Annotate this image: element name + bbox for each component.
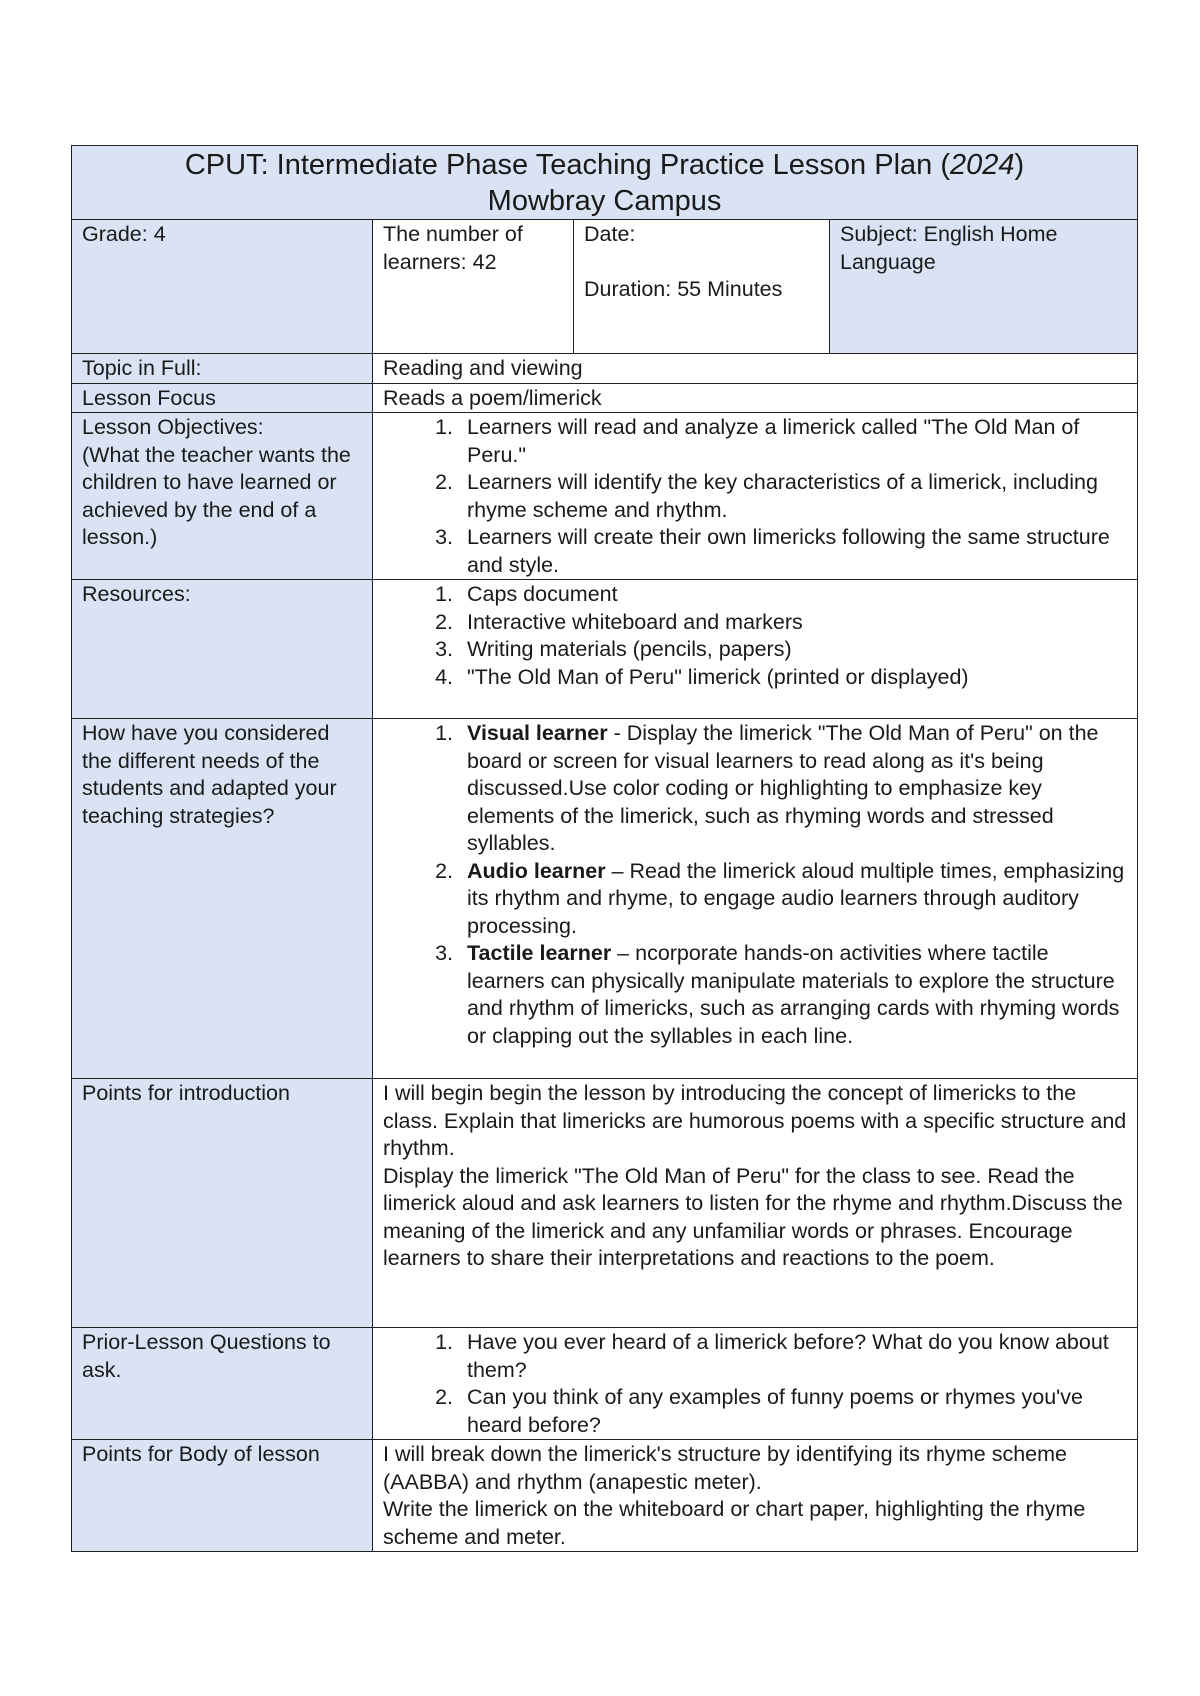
body-paragraph: Write the limerick on the whiteboard or chart paper, highlighting the rhyme scheme and meter. bbox=[383, 1497, 1086, 1549]
info-row bbox=[72, 220, 1138, 354]
list-item: 2. Can you think of any examples of funny poems or rhymes you've heard before? bbox=[459, 1384, 1127, 1439]
intro-label: Points for introduction bbox=[72, 1079, 373, 1328]
needs-list bbox=[383, 720, 1127, 1050]
date-cell bbox=[574, 220, 830, 354]
prior-label: Prior-Lesson Questions to ask. bbox=[72, 1328, 373, 1440]
objectives-list bbox=[383, 414, 1127, 579]
subject-cell: Subject: English Home Language bbox=[830, 220, 1138, 354]
title-prefix: CPUT: Intermediate Phase Teaching Practice Lesson Plan ( bbox=[184, 149, 950, 181]
list-item: 3. Learners will create their own limericks following the same structure and style. bbox=[459, 524, 1127, 579]
prior-row bbox=[72, 1328, 1138, 1440]
topic-value: Reading and viewing bbox=[373, 354, 1138, 384]
list-item: 1. Learners will read and analyze a limerick called "The Old Man of Peru." bbox=[459, 414, 1127, 469]
intro-paragraph: Display the limerick "The Old Man of Peru" for the class to see. Read the limerick aloud and ask learners to listen for the rhyme and rhythm.Discuss the meaning of the limerick and any unfamiliar words or phrases. Encourage learners to share their interpretations and reactions to the poem. bbox=[383, 1163, 1123, 1270]
intro-text-cell bbox=[373, 1079, 1138, 1328]
title-year: 2024 bbox=[950, 149, 1015, 181]
title-row bbox=[72, 146, 1138, 220]
intro-paragraph: I will begin begin the lesson by introducing the concept of limericks to the class. Explain that limericks are humorous poems with a specific structure and rhythm. bbox=[383, 1081, 1127, 1160]
list-item: 1. Have you ever heard of a limerick before? What do you know about them? bbox=[459, 1329, 1127, 1384]
learner-type-text: – ncorporate hands-on activities where tactile learners can physically manipulate materials to explore the structure and rhythm of limericks, such as arranging cards with rhyming words or clapping out the syllables in each line. bbox=[467, 941, 1120, 1048]
duration-label: Duration: 55 Minutes bbox=[584, 276, 783, 301]
learner-type-text: – Read the limerick aloud multiple times, emphasizing its rhythm and rhyme, to engage audio learners through auditory processing. bbox=[467, 858, 1125, 938]
objectives-label-cell bbox=[72, 413, 373, 580]
learner-type-term: Visual learner bbox=[467, 721, 608, 745]
title-suffix: ) bbox=[1014, 149, 1025, 181]
focus-value: Reads a poem/limerick bbox=[373, 383, 1138, 413]
needs-label: How have you considered the different needs of the students and adapted your teaching strategies? bbox=[72, 719, 373, 1079]
topic-row bbox=[72, 354, 1138, 384]
list-item: 2. Learners will identify the key characteristics of a limerick, including rhyme scheme and rhythm. bbox=[459, 469, 1127, 524]
date-label: Date: bbox=[584, 222, 636, 246]
focus-label: Lesson Focus bbox=[72, 383, 373, 413]
body-row bbox=[72, 1440, 1138, 1552]
body-text-cell bbox=[373, 1440, 1138, 1552]
prior-questions-list bbox=[383, 1329, 1127, 1439]
prior-list-cell bbox=[373, 1328, 1138, 1440]
list-item: 3. Writing materials (pencils, papers) bbox=[459, 636, 1127, 664]
lesson-plan-table bbox=[71, 145, 1138, 1552]
focus-row bbox=[72, 383, 1138, 413]
needs-list-cell bbox=[373, 719, 1138, 1079]
list-item bbox=[459, 858, 1127, 941]
list-item: 2. Interactive whiteboard and markers bbox=[459, 609, 1127, 637]
intro-row bbox=[72, 1079, 1138, 1328]
objectives-row bbox=[72, 413, 1138, 580]
needs-row bbox=[72, 719, 1138, 1079]
learners-cell: The number of learners: 42 bbox=[373, 220, 574, 354]
resources-label: Resources: bbox=[72, 580, 373, 719]
list-item bbox=[459, 940, 1127, 1050]
topic-label: Topic in Full: bbox=[72, 354, 373, 384]
body-paragraph: I will break down the limerick's structure by identifying its rhyme scheme (AABBA) and rhythm (anapestic meter). bbox=[383, 1442, 1067, 1494]
list-item bbox=[459, 720, 1127, 858]
resources-row bbox=[72, 580, 1138, 719]
objectives-label: Lesson Objectives: bbox=[82, 415, 264, 439]
campus-name: Mowbray Campus bbox=[487, 185, 722, 217]
learner-type-text: - Display the limerick "The Old Man of Peru" on the board or screen for visual learners to read along as it's being discussed.Use color coding or highlighting to emphasize key elements of the limerick, such as rhyming words and stressed syllables. bbox=[467, 721, 1099, 855]
list-item: 1. Caps document bbox=[459, 581, 1127, 609]
resources-list bbox=[383, 581, 1127, 691]
resources-list-cell bbox=[373, 580, 1138, 719]
lesson-plan-page bbox=[71, 145, 1137, 1552]
page-title bbox=[72, 146, 1138, 220]
body-label: Points for Body of lesson bbox=[72, 1440, 373, 1552]
objectives-sublabel: (What the teacher wants the children to have learned or achieved by the end of a lesson.) bbox=[82, 442, 351, 549]
objectives-list-cell bbox=[373, 413, 1138, 580]
list-item: 4. "The Old Man of Peru" limerick (printed or displayed) bbox=[459, 664, 1127, 692]
grade-cell: Grade: 4 bbox=[72, 220, 373, 354]
learner-type-term: Tactile learner bbox=[467, 941, 612, 965]
learner-type-term: Audio learner bbox=[467, 858, 606, 883]
